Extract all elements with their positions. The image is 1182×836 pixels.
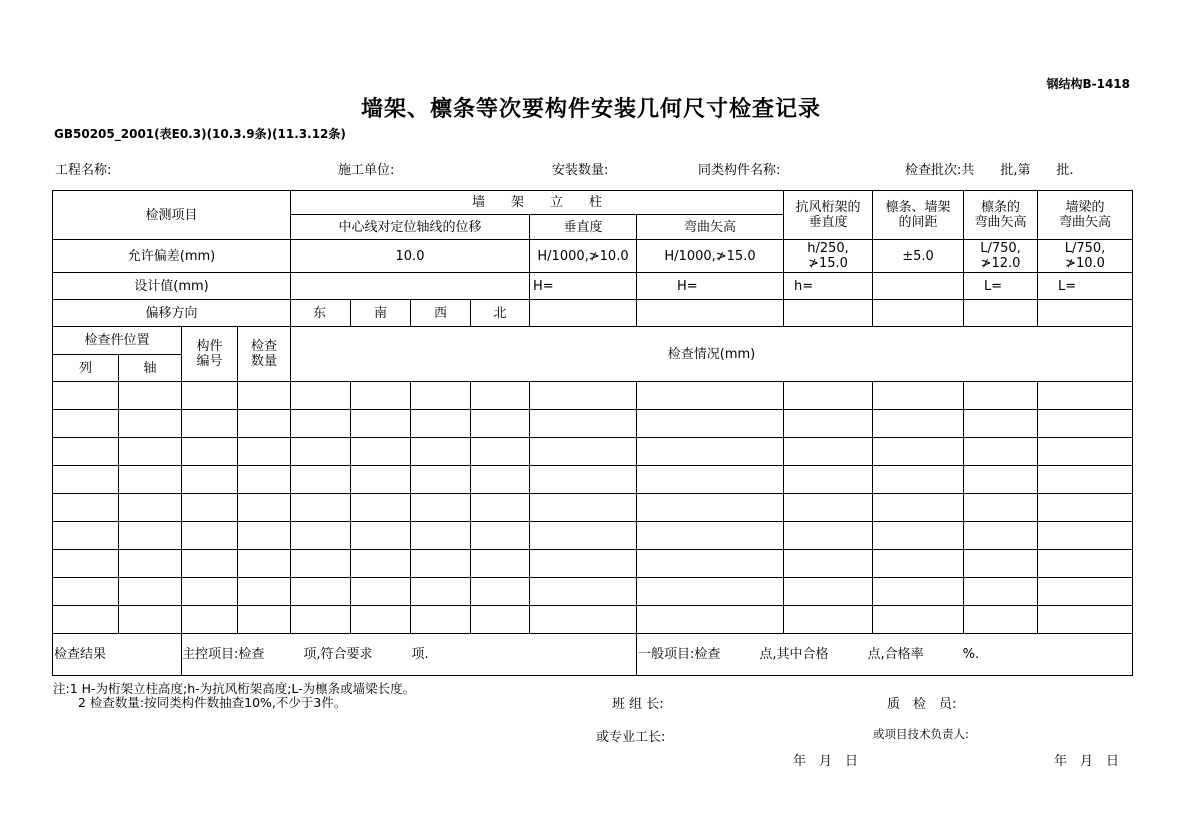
data-cell[interactable] [530, 606, 637, 634]
data-cell[interactable] [182, 522, 238, 550]
data-cell[interactable] [637, 382, 784, 410]
data-cell[interactable] [964, 410, 1038, 438]
data-cell[interactable] [53, 466, 119, 494]
data-cell[interactable] [637, 494, 784, 522]
data-cell[interactable] [873, 382, 964, 410]
direction-label: 偏移方向 [53, 300, 291, 327]
data-cell[interactable] [291, 606, 351, 634]
data-cell[interactable] [530, 410, 637, 438]
install-quantity-label: 安装数量: [552, 163, 609, 178]
data-cell[interactable] [637, 578, 784, 606]
data-cell[interactable] [471, 494, 530, 522]
data-cell[interactable] [411, 466, 471, 494]
data-cell[interactable] [964, 466, 1038, 494]
contractor-label: 施工单位: [338, 163, 395, 178]
table-row [53, 494, 1133, 522]
data-cell[interactable] [238, 606, 291, 634]
data-cell[interactable] [1038, 466, 1133, 494]
data-cell[interactable] [471, 382, 530, 410]
design-offset-cell[interactable] [291, 273, 530, 300]
data-cell[interactable] [238, 466, 291, 494]
data-cell[interactable] [238, 578, 291, 606]
data-cell[interactable] [291, 410, 351, 438]
data-cell[interactable] [471, 410, 530, 438]
data-cell[interactable] [964, 578, 1038, 606]
data-cell[interactable] [411, 522, 471, 550]
data-cell[interactable] [471, 466, 530, 494]
verticality-header: 垂直度 [530, 215, 637, 240]
data-cell[interactable] [411, 382, 471, 410]
data-cell[interactable] [182, 382, 238, 410]
data-cell[interactable] [238, 438, 291, 466]
column-label: 列 [53, 355, 119, 382]
document-title: 墙架、檩条等次要构件安装几何尺寸检查记录 [360, 97, 821, 122]
tech-lead-label: 或项目技术负责人: [873, 727, 969, 741]
data-cell[interactable] [873, 438, 964, 466]
wind-truss-header: 抗风桁架的 垂直度 [784, 191, 873, 240]
direction-north: 北 [471, 300, 530, 327]
data-cell[interactable] [1038, 438, 1133, 466]
data-cell[interactable] [1038, 410, 1133, 438]
data-cell[interactable] [873, 606, 964, 634]
data-cell[interactable] [637, 550, 784, 578]
direction-south: 南 [351, 300, 411, 327]
design-spacing-cell[interactable] [873, 273, 964, 300]
data-cell[interactable] [53, 522, 119, 550]
data-cell[interactable] [784, 522, 873, 550]
wall-column-header: 墙 架 立 柱 [291, 191, 784, 215]
data-cell[interactable] [351, 438, 411, 466]
purlin-bend-header: 檩条的 弯曲矢高 [964, 191, 1038, 240]
data-cell[interactable] [119, 606, 182, 634]
date-team: 年 月 日 [793, 754, 859, 769]
data-cell[interactable] [873, 522, 964, 550]
data-cell[interactable] [291, 438, 351, 466]
data-cell[interactable] [119, 438, 182, 466]
data-cell[interactable] [53, 382, 119, 410]
table-row [53, 606, 1133, 634]
data-cell[interactable] [411, 550, 471, 578]
table-row [53, 438, 1133, 466]
data-cell[interactable] [182, 466, 238, 494]
table-row [53, 522, 1133, 550]
data-cell[interactable] [873, 466, 964, 494]
data-cell[interactable] [53, 410, 119, 438]
data-cell[interactable] [1038, 578, 1133, 606]
data-cell[interactable] [411, 494, 471, 522]
data-cell[interactable] [291, 578, 351, 606]
position-label: 检查件位置 [53, 327, 182, 355]
table-row [53, 410, 1133, 438]
data-cell[interactable] [530, 550, 637, 578]
data-cell[interactable] [637, 522, 784, 550]
allowable-label: 允许偏差(mm) [53, 240, 291, 273]
data-cell[interactable] [1038, 606, 1133, 634]
data-cell[interactable] [1038, 550, 1133, 578]
data-cell[interactable] [53, 578, 119, 606]
date-quality: 年 月 日 [1054, 754, 1120, 769]
bending-header: 弯曲矢高 [637, 215, 784, 240]
data-cell[interactable] [119, 494, 182, 522]
allowable-bending: H/1000,≯15.0 [637, 240, 784, 273]
data-cell[interactable] [119, 578, 182, 606]
data-cell[interactable] [964, 382, 1038, 410]
data-cell[interactable] [119, 382, 182, 410]
data-cell[interactable] [530, 466, 637, 494]
check-qty-header: 检查 数量 [238, 327, 291, 382]
design-bending[interactable]: H= [637, 273, 784, 300]
data-cell[interactable] [637, 466, 784, 494]
data-cell[interactable] [471, 438, 530, 466]
data-cell[interactable] [351, 606, 411, 634]
data-cell[interactable] [238, 382, 291, 410]
data-cell[interactable] [119, 550, 182, 578]
data-cell[interactable] [291, 522, 351, 550]
data-cell[interactable] [964, 606, 1038, 634]
data-cell[interactable] [784, 410, 873, 438]
allowable-spacing: ±5.0 [873, 240, 964, 273]
data-cell[interactable] [530, 522, 637, 550]
data-cell[interactable] [291, 494, 351, 522]
data-cell[interactable] [182, 550, 238, 578]
data-cell[interactable] [53, 606, 119, 634]
data-cell[interactable] [182, 494, 238, 522]
allowable-wind-truss: h/250, ≯15.0 [784, 240, 873, 273]
data-cell[interactable] [119, 410, 182, 438]
note-line-1: 注:1 H-为桁架立柱高度;h-为抗风桁架高度;L-为檩条或墙梁长度。 [53, 681, 416, 696]
data-cell[interactable] [351, 550, 411, 578]
purlin-spacing-header: 檩条、墙架 的间距 [873, 191, 964, 240]
data-cell[interactable] [964, 494, 1038, 522]
allowable-verticality: H/1000,≯10.0 [530, 240, 637, 273]
data-cell[interactable] [411, 410, 471, 438]
beam-bend-header: 墙梁的 弯曲矢高 [1038, 191, 1133, 240]
data-cell[interactable] [411, 606, 471, 634]
item-header: 检测项目 [53, 191, 291, 240]
standard-reference: GB50205_2001(表E0.3)(10.3.9条)(11.3.12条) [54, 127, 346, 141]
data-cell[interactable] [291, 550, 351, 578]
data-cell[interactable] [471, 522, 530, 550]
result-label: 检查结果 [53, 634, 182, 676]
data-cell[interactable] [784, 550, 873, 578]
data-cell[interactable] [411, 438, 471, 466]
data-cell[interactable] [873, 550, 964, 578]
data-cell[interactable] [784, 438, 873, 466]
member-no-header: 构件 编号 [182, 327, 238, 382]
data-cell[interactable] [964, 550, 1038, 578]
data-cell[interactable] [964, 522, 1038, 550]
main-items-result: 主控项目:检查 项,符合要求 项. [182, 634, 637, 676]
data-cell[interactable] [53, 550, 119, 578]
data-cell[interactable] [964, 438, 1038, 466]
data-cell[interactable] [784, 606, 873, 634]
allowable-purlin-bend: L/750, ≯12.0 [964, 240, 1038, 273]
data-cell[interactable] [238, 550, 291, 578]
data-cell[interactable] [351, 410, 411, 438]
data-cell[interactable] [291, 466, 351, 494]
data-cell[interactable] [873, 494, 964, 522]
inspector-label: 质 检 员: [887, 697, 957, 712]
data-cell[interactable] [238, 410, 291, 438]
data-cell[interactable] [530, 382, 637, 410]
data-cell[interactable] [530, 438, 637, 466]
data-cell[interactable] [1038, 522, 1133, 550]
table-row [53, 382, 1133, 410]
document-code: 钢结构B-1418 [1046, 77, 1130, 91]
table-row [53, 466, 1133, 494]
data-cell[interactable] [351, 382, 411, 410]
allowable-offset: 10.0 [291, 240, 530, 273]
center-offset-header: 中心线对定位轴线的位移 [291, 215, 530, 240]
data-cell[interactable] [351, 494, 411, 522]
data-cell[interactable] [471, 578, 530, 606]
data-cell[interactable] [182, 606, 238, 634]
data-cell[interactable] [637, 410, 784, 438]
direction-east: 东 [291, 300, 351, 327]
data-cell[interactable] [53, 438, 119, 466]
data-cell[interactable] [471, 550, 530, 578]
inspection-table [52, 190, 1133, 676]
allowable-beam-bend: L/750, ≯10.0 [1038, 240, 1133, 273]
data-cell[interactable] [784, 382, 873, 410]
design-label: 设计值(mm) [53, 273, 291, 300]
data-cell[interactable] [530, 494, 637, 522]
data-cell[interactable] [637, 438, 784, 466]
data-cell[interactable] [351, 578, 411, 606]
data-cell[interactable] [182, 578, 238, 606]
data-cell[interactable] [351, 466, 411, 494]
data-cell[interactable] [784, 494, 873, 522]
team-leader-label: 班 组 长: [612, 697, 664, 712]
project-name-label: 工程名称: [55, 163, 112, 178]
data-cell[interactable] [182, 410, 238, 438]
data-cell[interactable] [238, 494, 291, 522]
data-cell[interactable] [784, 578, 873, 606]
data-cell[interactable] [119, 522, 182, 550]
design-wind-truss[interactable]: h= [784, 273, 873, 300]
data-cell[interactable] [119, 466, 182, 494]
data-cell[interactable] [873, 410, 964, 438]
data-cell[interactable] [291, 382, 351, 410]
foreman-label: 或专业工长: [596, 730, 666, 745]
data-cell[interactable] [351, 522, 411, 550]
member-name-label: 同类构件名称: [698, 163, 781, 178]
table-row [53, 578, 1133, 606]
data-cell[interactable] [1038, 382, 1133, 410]
table-row [53, 550, 1133, 578]
data-cell[interactable] [238, 522, 291, 550]
design-verticality[interactable]: H= [530, 273, 637, 300]
data-cell[interactable] [637, 606, 784, 634]
batch-label: 检查批次:共 批,第 批. [905, 163, 1074, 178]
data-cell[interactable] [411, 578, 471, 606]
data-cell[interactable] [784, 466, 873, 494]
general-items-result: 一般项目:检查 点,其中合格 点,合格率 %. [637, 634, 1133, 676]
design-beam-bend[interactable]: L= [1038, 273, 1133, 300]
direction-west: 西 [411, 300, 471, 327]
data-cell[interactable] [471, 606, 530, 634]
data-cell[interactable] [182, 438, 238, 466]
data-cell[interactable] [530, 578, 637, 606]
data-cell[interactable] [53, 494, 119, 522]
data-cell[interactable] [1038, 494, 1133, 522]
situation-header: 检查情况(mm) [291, 327, 1133, 382]
axis-label: 轴 [119, 355, 182, 382]
data-cell[interactable] [873, 578, 964, 606]
design-purlin-bend[interactable]: L= [964, 273, 1038, 300]
note-line-2: 2 检查数量:按同类构件数抽查10%,不少于3件。 [78, 695, 347, 710]
